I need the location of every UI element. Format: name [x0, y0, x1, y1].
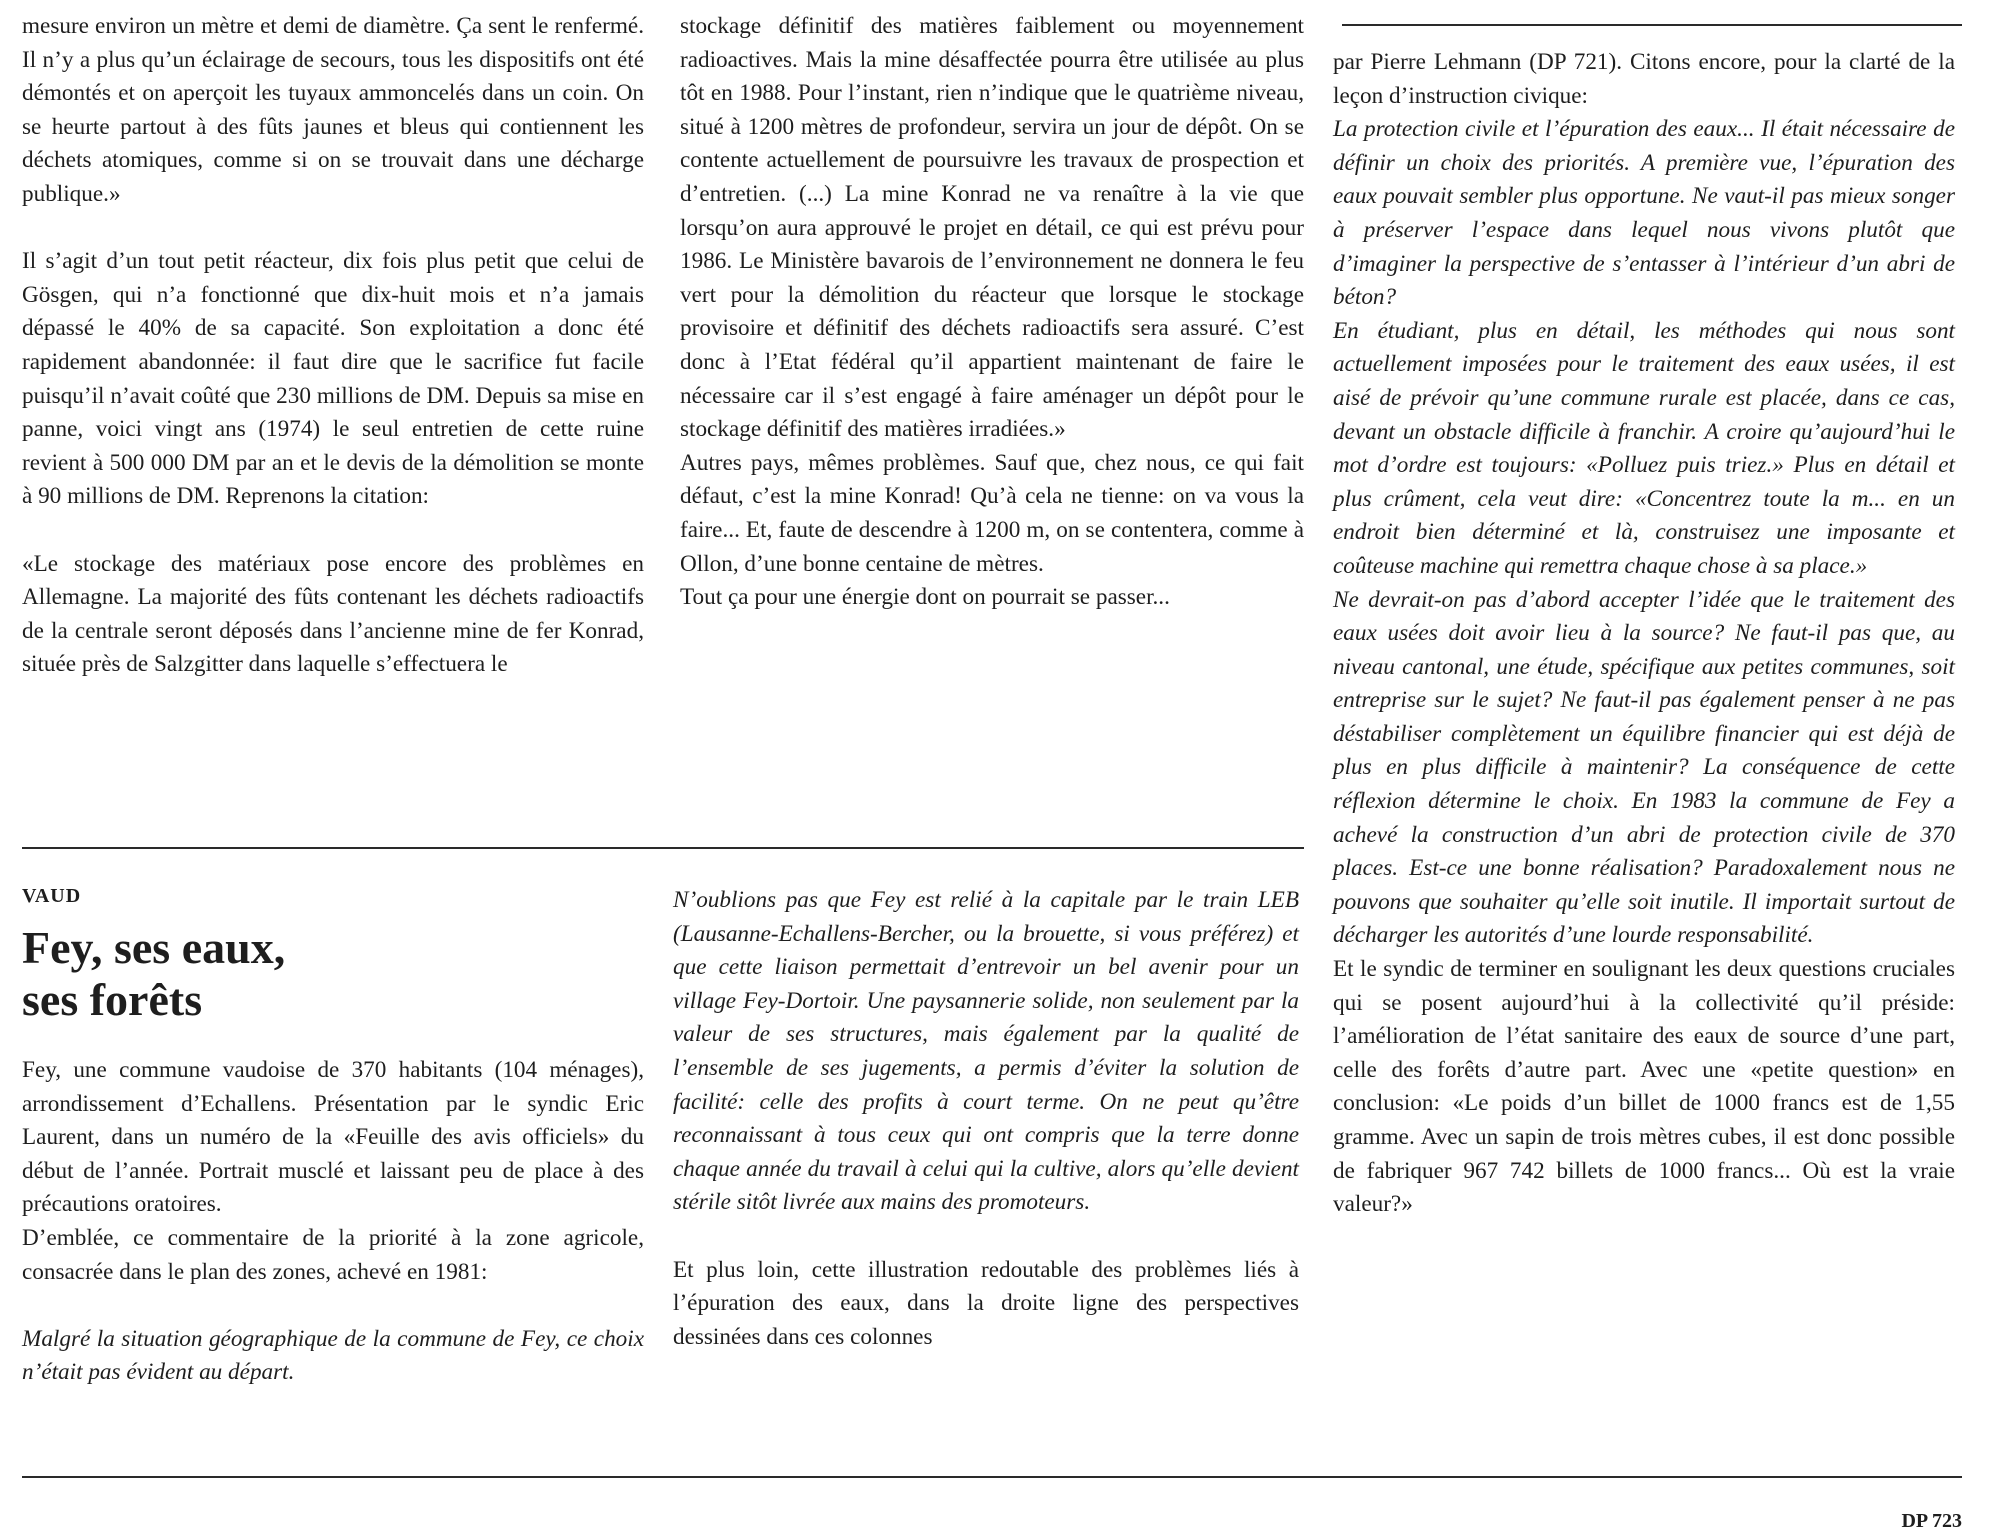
- paragraph: Tout ça pour une énergie dont on pourrait se passer...: [680, 584, 1170, 611]
- paragraph: stockage définitif des matières faiblement ou moyennement radioactives. Mais la mine désaffectée pourra être utilisée au plus tôt en 1988. Pour l’instant, rien n’indique que le quatrième niveau, situé à 1200 mètres de profondeur, servira un jour de dépôt. On se contente actuellement de poursuivre les travaux de prospection et d’entretien. (...) La mine Konrad ne va renaître à la vie que lorsqu’on aura approuvé le projet en détail, ce qui est prévu pour 1986. Le Ministère bavarois de l’environnement ne donnera le feu vert pour la démolition du réacteur que lorsque le stockage provisoire et définitif des déchets radioactifs sera assuré. C’est donc à l’Etat fédéral qu’il appartient maintenant de faire le nécessaire car il s’est engagé à faire aménager un dépôt pour le stockage définitif des matières irradiées.»: [680, 13, 1304, 443]
- paragraph: mesure environ un mètre et demi de diamètre. Ça sent le renfermé. Il n’y a plus qu’un éclairage de secours, tous les dispositifs ont été démontés et on aperçoit les tuyaux ammoncelés dans un coin. On se heurte partout à des fûts jaunes et bleus qui contiennent les déchets atomiques, comme si on se trouvait dans une décharge publique.»: [22, 13, 644, 207]
- page-number: DP 723: [1901, 1510, 1962, 1532]
- quote-paragraph: Ne devrait-on pas d’abord accepter l’idée que le traitement des eaux usées doit avoir lieu à la source? Ne faut-il pas que, au niveau cantonal, une étude, spécifique aux petites communes, soit entreprise sur le sujet? Ne faut-il pas également penser à ne pas déstabiliser complètement un équilibre financier qui est déjà de plus en plus difficile à maintenir? La conséquence de cette réflexion détermine le choix. En 1983 la commune de Fey a achevé la construction d’un abri de protection civile de 370 places. Est-ce une bonne réalisation? Paradoxalement nous ne pouvons que souhaiter qu’elle soit inutile. Il importait surtout de décharger les autorités d’une lourde responsabilité.: [1333, 586, 1955, 949]
- divider-top-right: [1342, 24, 1962, 26]
- quote-paragraph: La protection civile et l’épuration des eaux... Il était nécessaire de définir un choix des priorités. A première vue, l’épuration des eaux pouvait sembler plus opportune. Ne vaut-il pas mieux songer à préserver l’espace dans lequel nous vivons plutôt que d’imaginer la perspective de s’entasser à l’intérieur d’un abri de béton?: [1333, 116, 1955, 311]
- paragraph: par Pierre Lehmann (DP 721). Citons encore, pour la clarté de la leçon d’instruction civique:: [1333, 49, 1955, 109]
- title-line-1: Fey, ses eaux,: [22, 922, 286, 973]
- section-kicker: VAUD: [22, 885, 82, 907]
- quote-paragraph: En étudiant, plus en détail, les méthodes qui nous sont actuellement imposées pour le traitement des eaux usées, il est aisé de prévoir qu’une commune rurale est placée, dans ce cas, devant un obstacle difficile à franchir. A croire qu’aujourd’hui le mot d’ordre est toujours: «Polluez puis triez.» Plus en détail et plus crûment, cela veut dire: «Concentrez toute la m... en un endroit bien déterminé et là, construisez une imposante et coûteuse machine qui remettra chaque chose à sa place.»: [1333, 317, 1955, 579]
- article-column-3: [1333, 46, 1955, 1222]
- top-column-1: [22, 10, 644, 682]
- paragraph: Fey, une commune vaudoise de 370 habitants (104 ménages), arrondissement d’Echallens. Présentation par le syndic Eric Laurent, dans un numéro de la «Feuille des avis officiels» du début de l’année. Portrait musclé et laissant peu de place à des précautions oratoires.: [22, 1057, 644, 1218]
- top-column-2: [680, 10, 1304, 615]
- quote-paragraph: Malgré la situation géographique de la commune de Fey, ce choix n’était pas évident au départ.: [22, 1325, 644, 1386]
- paragraph: «Le stockage des matériaux pose encore des problèmes en Allemagne. La majorité des fûts contenant les déchets radioactifs de la centrale seront déposés dans l’ancienne mine de fer Konrad, située près de Salzgitter dans laquelle s’effectuera le: [22, 550, 644, 678]
- paragraph: D’emblée, ce commentaire de la priorité à la zone agricole, consacrée dans le plan des zones, achevé en 1981:: [22, 1224, 644, 1285]
- article-column-1: [22, 1054, 644, 1390]
- title-line-2: ses forêts: [22, 974, 203, 1025]
- paragraph: Il s’agit d’un tout petit réacteur, dix fois plus petit que celui de Gösgen, qui n’a fonctionné que dix-huit mois et n’a jamais dépassé le 40% de sa capacité. Son exploitation a donc été rapidement abandonnée: il faut dire que le sacrifice fut facile puisqu’il n’avait coûté que 230 millions de DM. Depuis sa mise en panne, voici vingt ans (1974) le seul entretien de cette ruine revient à 500 000 DM par an et le devis de la démolition se monte à 90 millions de DM. Reprenons la citation:: [22, 248, 644, 510]
- paragraph: Et le syndic de terminer en soulignant les deux questions cruciales qui se posent aujourd’hui à la collectivité qu’il préside: l’amélioration de l’état sanitaire des eaux de source d’une part, celle des forêts d’autre part. Avec une «petite question» en conclusion: «Le poids d’un billet de 1000 francs est de 1,55 gramme. Avec un sapin de trois mètres cubes, il est donc possible de fabriquer 967 742 billets de 1000 francs... Où est la vraie valeur?»: [1333, 956, 1955, 1218]
- paragraph: Autres pays, mêmes problèmes. Sauf que, chez nous, ce qui fait défaut, c’est la mine Konrad! Qu’à cela ne tienne: on va vous la faire... Et, faute de descendre à 1200 m, on se contentera, comme à Ollon, d’une bonne centaine de mètres.: [680, 449, 1304, 577]
- divider-bottom: [22, 1476, 1962, 1478]
- article-title: [22, 922, 542, 1026]
- divider-section: [22, 847, 1304, 849]
- quote-paragraph: N’oublions pas que Fey est relié à la capitale par le train LEB (Lausanne-Echallens-Bercher, ou la brouette, si vous préférez) et que cette liaison permettait d’entrevoir un bel avenir pour un village Fey-Dortoir. Une paysannerie solide, non seulement par la valeur de ses structures, mais également par la qualité de l’ensemble de ses jugements, a permis d’éviter la solution de facilité: celle des profits à court terme. On ne peut qu’être reconnaissant à tous ceux qui ont compris que la terre donne chaque année du travail à celui qui la cultive, alors qu’elle devient stérile sitôt livrée aux mains des promoteurs.: [673, 887, 1299, 1216]
- paragraph: Et plus loin, cette illustration redoutable des problèmes liés à l’épuration des eaux, dans la droite ligne des perspectives dessinées dans ces colonnes: [673, 1256, 1299, 1350]
- article-column-2: [673, 884, 1299, 1354]
